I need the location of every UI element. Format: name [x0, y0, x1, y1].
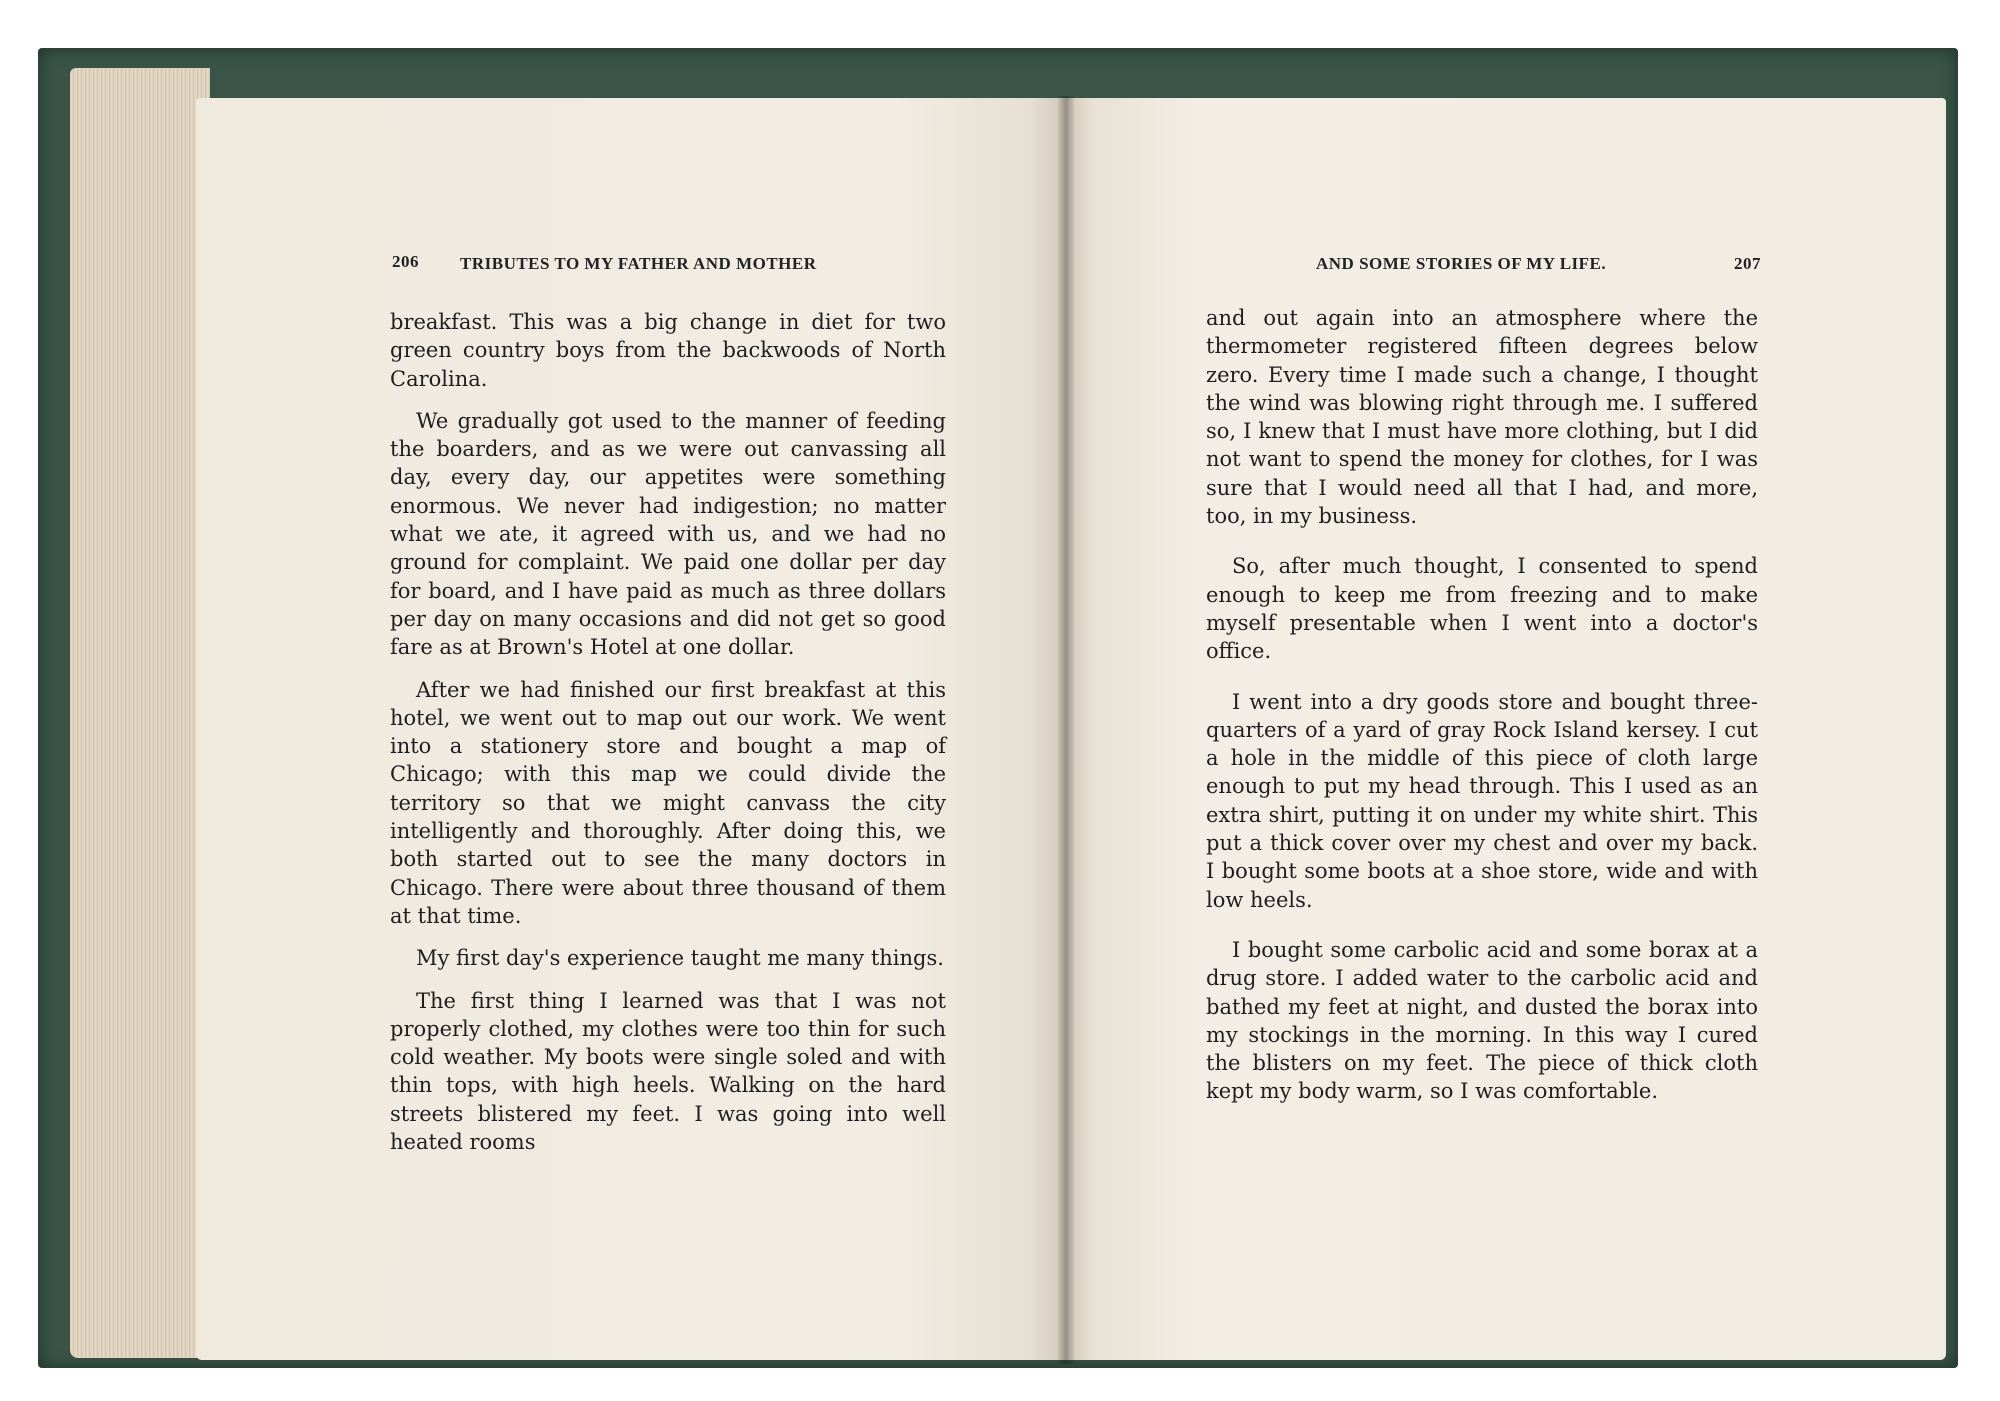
left-running-head: TRIBUTES TO MY FATHER AND MOTHER: [460, 254, 817, 273]
left-page-text: [390, 308, 946, 1170]
right-paragraph-4: I bought some carbolic acid and some borax at a drug store. I added water to the carbolic acid and bathed my feet at night, and dusted the borax into my stockings in the morning. In this way I cured the blisters on my feet. The piece of thick cloth kept my body warm, so I was comfortable.: [1206, 937, 1758, 1104]
left-paragraph-5: The first thing I learned was that I was not properly clothed, my clothes were too thin for such cold weather. My boots were single soled and with thin tops, with high heels. Walking on the hard streets blistered my feet. I was going into well heated rooms: [390, 988, 946, 1155]
right-paragraph-1: and out again into an atmosphere where the thermometer registered fifteen degrees below zero. Every time I made such a change, I thought the wind was blowing right through me. I suffered so, I knew that I must have more clothing, but I did not want to spend the money for clothes, for I was sure that I would need all that I had, and more, too, in my business.: [1206, 306, 1758, 529]
right-paragraph-2: So, after much thought, I consented to spend enough to keep me from freezing and to make myself presentable when I went into a doctor's office.: [1206, 554, 1758, 664]
left-page-number: 206: [392, 252, 419, 271]
page-edges: [70, 68, 210, 1358]
right-paragraph-3: I went into a dry goods store and bought three-quarters of a yard of gray Rock Island kersey. I cut a hole in the middle of this piece of cloth large enough to put my head through. This I used as an extra shirt, putting it on under my white shirt. This put a thick cover over my chest and over my back. I bought some boots at a shoe store, wide and with low heels.: [1206, 689, 1758, 912]
left-paragraph-3: After we had finished our first breakfast at this hotel, we went out to map out our work. We went into a stationery store and bought a map of Chicago; with this map we could divide the territory so that we might canvass the city intelligently and thoroughly. After doing this, we both started out to see the many doctors in Chicago. There were about three thousand of them at that time.: [390, 677, 946, 928]
right-page-text: [1206, 304, 1758, 1120]
book-gutter: [1058, 96, 1074, 1364]
right-page-number: 207: [1734, 254, 1761, 273]
left-paragraph-1: breakfast. This was a big change in diet for two green country boys from the backwoods of North Carolina.: [390, 310, 946, 391]
left-paragraph-4: My first day's experience taught me many things.: [416, 946, 944, 971]
right-running-head: AND SOME STORIES OF MY LIFE.: [1316, 254, 1607, 273]
left-paragraph-2: We gradually got used to the manner of feeding the boarders, and as we were out canvassing all day, every day, our appetites were something enormous. We never had indigestion; no matter what we ate, it agreed with us, and we had no ground for complaint. We paid one dollar per day for board, and I have paid as much as three dollars per day on many occasions and did not get so good fare as at Brown's Hotel at one dollar.: [390, 408, 946, 660]
